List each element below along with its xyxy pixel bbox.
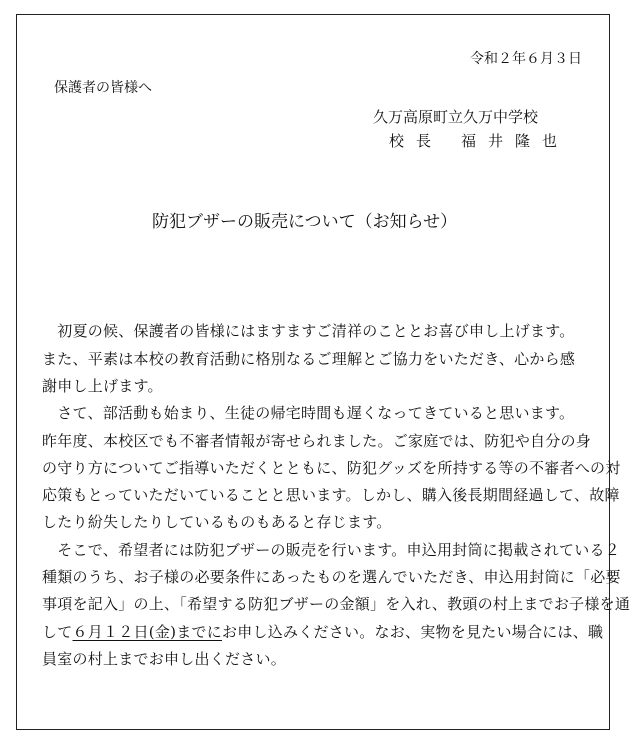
body-line: 昨年度、本校区でも不審者情報が寄せられました。ご家庭では、防犯や自分の身: [42, 432, 592, 450]
body-text: お申し込みください。なお、実物を見たい場合には、職: [221, 623, 604, 641]
body-text: して: [42, 623, 73, 641]
body-line: の守り方についてご指導いただくとともに、防犯グッズを所持する等の不審者への対: [42, 459, 621, 477]
notice-date: 令和２年６月３日: [470, 51, 582, 67]
body-line: 種類のうち、お子様の必要条件にあったものを選んでいただき、申込用封筒に「必要: [42, 568, 621, 586]
body-line: したり紛失したりしているものもあると存じます。: [42, 513, 392, 531]
body-line: 応策もとっていただいていることと思います。しかし、購入後長期間経過して、故障: [42, 486, 620, 504]
body-line: さて、部活動も始まり、生徒の帰宅時間も遅くなってきていると思います。: [42, 404, 575, 422]
body-line: 謝申し上げます。: [42, 377, 163, 395]
principal-name: 福井隆也: [461, 132, 570, 150]
principal-role: 校長: [389, 132, 444, 150]
deadline-date: ６月１２日(金)までに: [72, 623, 222, 641]
body-line: 事項を記入」の上、「希望する防犯ブザーの金額」を入れ、教頭の村上までお子様を通: [42, 595, 631, 613]
principal-signature: [389, 132, 569, 150]
body-line: また、平素は本校の教育活動に格別なるご理解とご協力をいただき、心から感: [42, 350, 576, 368]
body-line: 員室の村上までお申し出ください。: [42, 650, 287, 668]
school-name: 久万高原町立久万中学校: [373, 108, 539, 126]
notice-title: 防犯ブザーの販売について（お知らせ）: [152, 212, 458, 232]
body-line: そこで、希望者には防犯ブザーの販売を行います。申込用封筒に掲載されている２: [42, 541, 621, 559]
body-line-deadline: [42, 623, 603, 641]
addressee: 保護者の皆様へ: [54, 80, 152, 96]
body-line: 初夏の候、保護者の皆様にはますますご清祥のこととお喜び申し上げます。: [42, 322, 575, 340]
